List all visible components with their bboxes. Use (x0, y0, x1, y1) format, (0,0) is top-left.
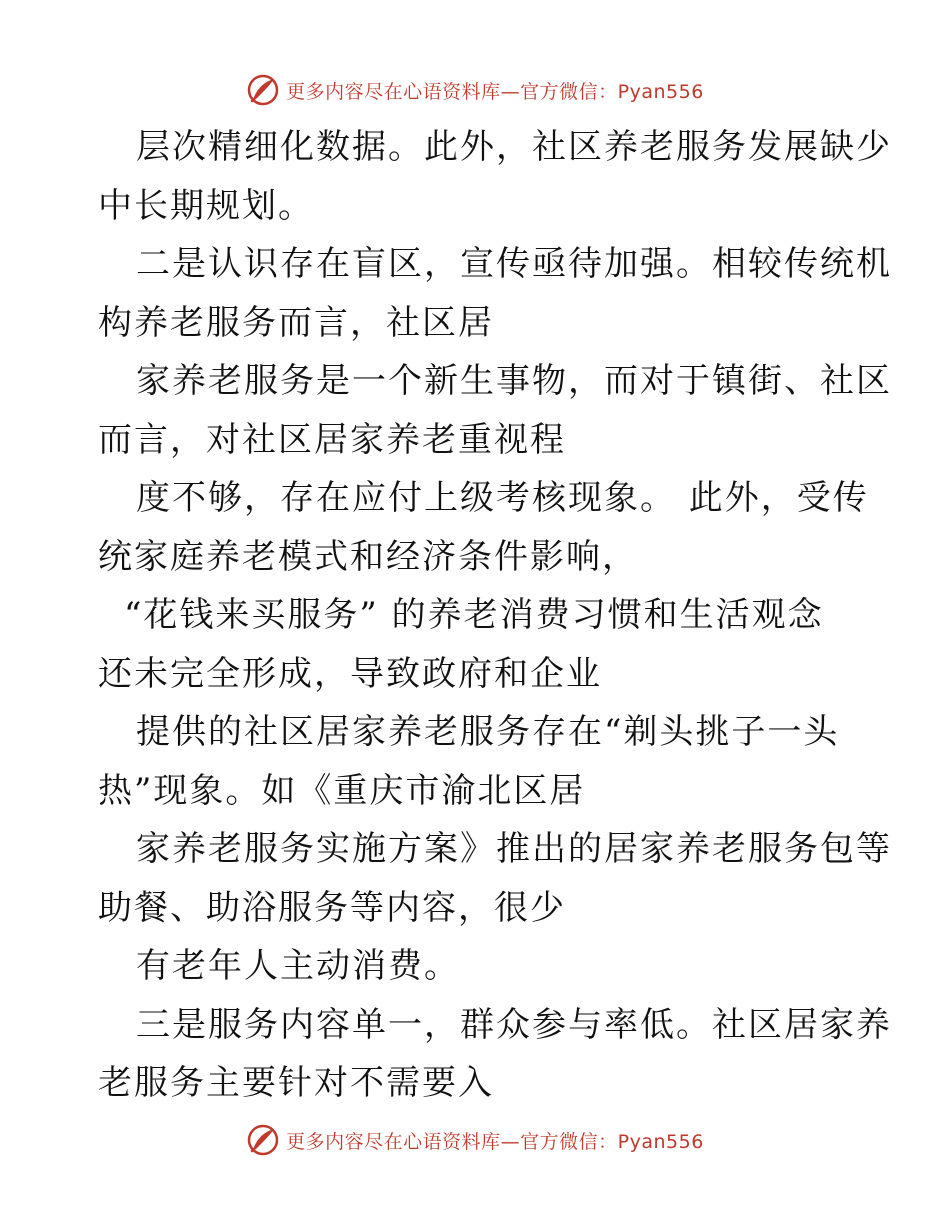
body-line: 助餐、助浴服务等内容，很少 (98, 887, 566, 928)
document-body (98, 118, 892, 1113)
pen-logo-icon (246, 73, 280, 107)
body-line: 有老年人主动消费。 (136, 946, 460, 986)
body-line: 家养老服务是一个新生事物，而对于镇街、社区 (136, 361, 892, 401)
body-line: “花钱来买服务” 的养老消费习惯和生活观念 (124, 595, 824, 635)
body-line: 还未完全形成，导致政府和企业 (98, 653, 602, 694)
body-line: 老服务主要针对不需要入 (98, 1063, 494, 1103)
footer-watermark-banner (0, 1120, 950, 1160)
body-line: 三是服务内容单一，群众参与率低。社区居家养 (136, 1004, 892, 1045)
header-watermark-banner (0, 70, 950, 110)
pen-logo-icon (246, 1123, 280, 1157)
body-line: 热”现象。如《重庆市渝北区居 (98, 770, 586, 811)
footer-watermark-text: 更多内容尽在心语资料库—官方微信：Pyan556 (286, 1130, 704, 1153)
body-line: 层次精细化数据。此外，社区养老服务发展缺少 (136, 127, 892, 167)
header-watermark-text: 更多内容尽在心语资料库—官方微信：Pyan556 (286, 80, 704, 103)
body-line: 家养老服务实施方案》推出的居家养老服务包等 (136, 829, 892, 869)
body-line: 构养老服务而言，社区居 (98, 302, 494, 343)
body-line: 提供的社区居家养老服务存在“剃头挑子一头 (136, 712, 840, 752)
body-line: 中长期规划。 (98, 185, 314, 226)
body-line: 统家庭养老模式和经济条件影响， (98, 536, 638, 577)
body-line: 二是认识存在盲区，宣传亟待加强。相较传统机 (136, 244, 892, 284)
body-line: 而言，对社区居家养老重视程 (98, 419, 566, 460)
body-line: 度不够，存在应付上级考核现象。 此外，受传 (136, 478, 869, 518)
